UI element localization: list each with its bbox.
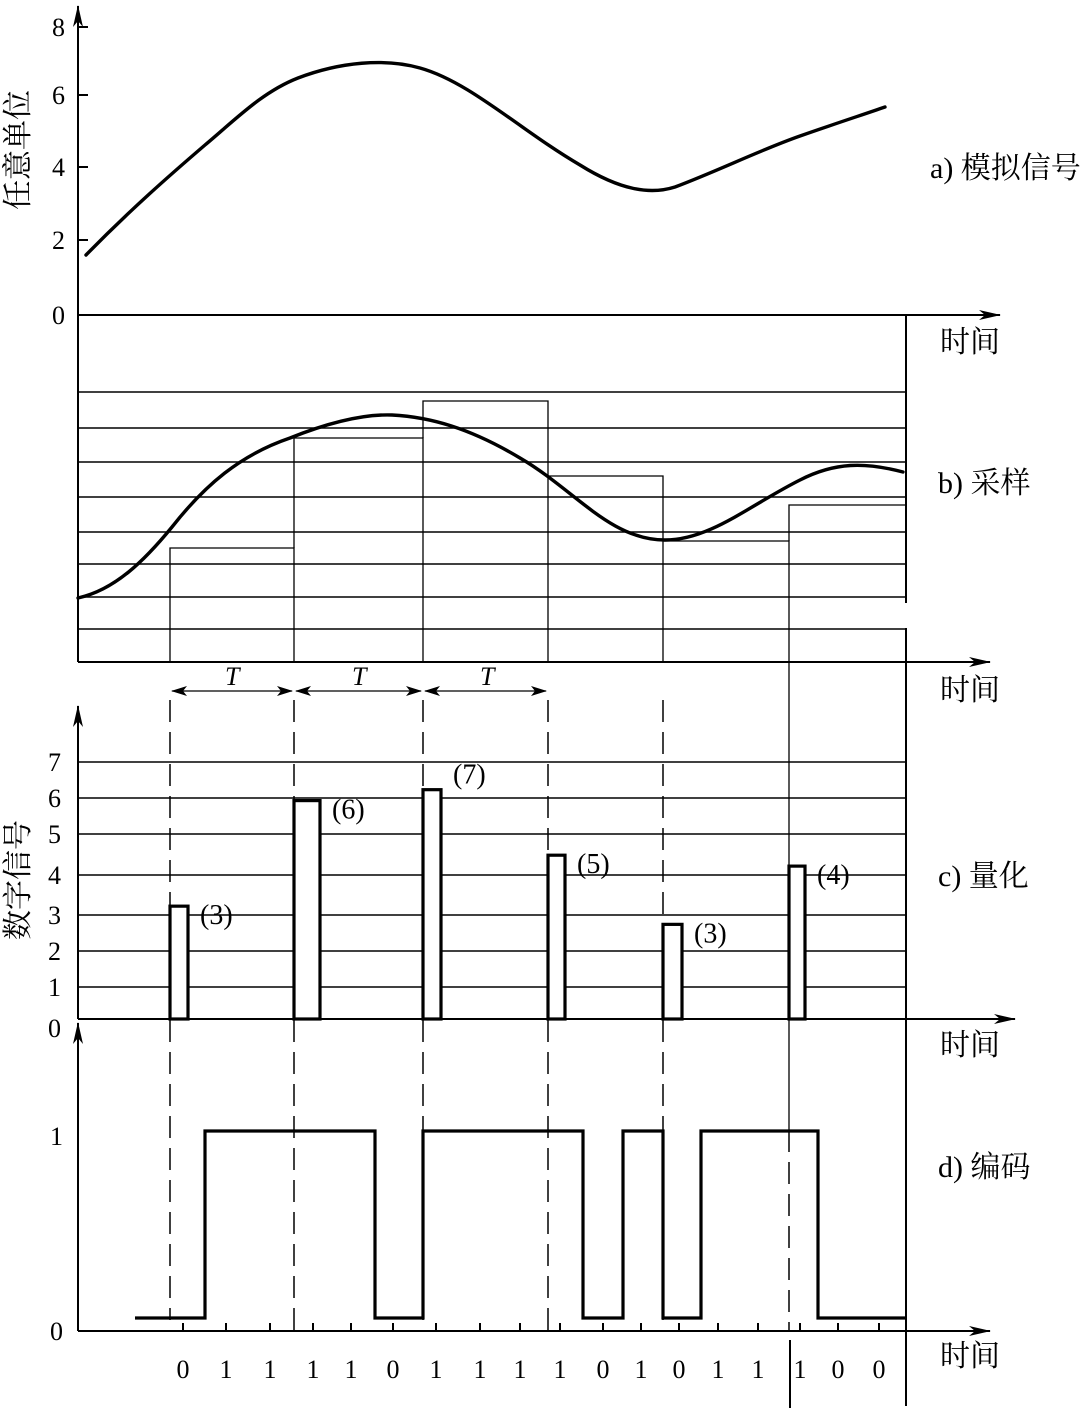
panel-c-caption: c) 量化 bbox=[938, 860, 1029, 893]
panel-c-ytick: 0 bbox=[48, 1014, 61, 1043]
quantized-pulse bbox=[423, 790, 441, 1019]
period-markers bbox=[172, 662, 546, 691]
quantized-pulse bbox=[294, 801, 320, 1019]
panel-a-ytick: 4 bbox=[52, 153, 65, 182]
bit-label: 0 bbox=[831, 1355, 845, 1384]
analog-signal-curve bbox=[86, 63, 885, 255]
panel-b-caption: b) 采样 bbox=[938, 467, 1031, 500]
bit-label: 0 bbox=[672, 1355, 686, 1384]
quantized-pulse bbox=[170, 906, 188, 1019]
bit-label: 1 bbox=[473, 1355, 487, 1384]
panel-b-level-grid bbox=[78, 392, 906, 629]
panel-d bbox=[50, 1019, 1031, 1408]
bit-label: 1 bbox=[634, 1355, 648, 1384]
panel-c-y-label: 数字信号 bbox=[2, 820, 35, 940]
panel-a-ytick: 2 bbox=[52, 226, 65, 255]
quantized-pulse bbox=[789, 866, 805, 1019]
bit-sequence bbox=[177, 1355, 886, 1384]
panel-d-bit-ticks bbox=[183, 1323, 879, 1331]
panel-c bbox=[2, 628, 1029, 1062]
bit-label: 1 bbox=[711, 1355, 725, 1384]
bit-label: 0 bbox=[176, 1355, 190, 1384]
panel-c-level-grid bbox=[78, 759, 906, 987]
panel-b bbox=[78, 315, 1031, 707]
encoded-bit-waveform bbox=[135, 1131, 906, 1318]
bit-label: 0 bbox=[872, 1355, 886, 1384]
bit-label: 1 bbox=[263, 1355, 277, 1384]
panel-d-ytick: 0 bbox=[50, 1317, 63, 1346]
bit-label: 0 bbox=[596, 1355, 610, 1384]
period-label: T bbox=[225, 662, 240, 691]
panel-c-ytick: 4 bbox=[48, 861, 61, 890]
bit-label: 1 bbox=[306, 1355, 320, 1384]
quantized-level-label: (6) bbox=[332, 794, 365, 826]
bit-label: 1 bbox=[429, 1355, 443, 1384]
bit-label: 1 bbox=[793, 1355, 807, 1384]
panel-c-ytick: 6 bbox=[48, 784, 61, 813]
quantized-pulse bbox=[663, 924, 682, 1019]
bit-label: 1 bbox=[751, 1355, 765, 1384]
panel-c-ytick: 5 bbox=[48, 820, 61, 849]
bit-label: 0 bbox=[386, 1355, 400, 1384]
panel-a-x-label: 时间 bbox=[940, 326, 1000, 359]
panel-d-caption: d) 编码 bbox=[938, 1151, 1031, 1184]
panel-a bbox=[2, 6, 1081, 359]
panel-d-x-label: 时间 bbox=[940, 1340, 1000, 1373]
period-label: T bbox=[352, 662, 367, 691]
panel-a-y-ticks bbox=[52, 13, 88, 330]
bit-label: 1 bbox=[553, 1355, 567, 1384]
panel-c-ytick: 7 bbox=[48, 748, 61, 777]
quantized-level-label: (3) bbox=[200, 900, 233, 932]
bit-label: 1 bbox=[219, 1355, 233, 1384]
panel-a-caption: a) 模拟信号 bbox=[930, 152, 1081, 185]
panel-c-ytick: 2 bbox=[48, 937, 61, 966]
quantized-level-label: (7) bbox=[453, 759, 486, 791]
panel-b-x-label: 时间 bbox=[940, 674, 1000, 707]
panel-a-y-label: 任意单位 bbox=[2, 90, 35, 210]
panel-a-ytick: 8 bbox=[52, 13, 65, 42]
panel-d-ytick: 1 bbox=[50, 1122, 63, 1151]
panel-c-y-ticks bbox=[48, 748, 61, 1043]
quantized-pulse bbox=[548, 855, 565, 1019]
quantized-level-label: (5) bbox=[577, 849, 610, 881]
panel-a-ytick: 6 bbox=[52, 81, 65, 110]
period-label: T bbox=[480, 662, 495, 691]
bit-label: 1 bbox=[344, 1355, 358, 1384]
bit-label: 1 bbox=[513, 1355, 527, 1384]
quantized-level-label: (3) bbox=[694, 918, 727, 950]
panel-c-ytick: 1 bbox=[48, 973, 61, 1002]
panel-a-ytick: 0 bbox=[52, 301, 65, 330]
panel-c-x-label: 时间 bbox=[940, 1029, 1000, 1062]
sampled-signal-curve bbox=[78, 415, 903, 598]
panel-c-ytick: 3 bbox=[48, 901, 61, 930]
quantized-level-label: (4) bbox=[817, 860, 850, 892]
